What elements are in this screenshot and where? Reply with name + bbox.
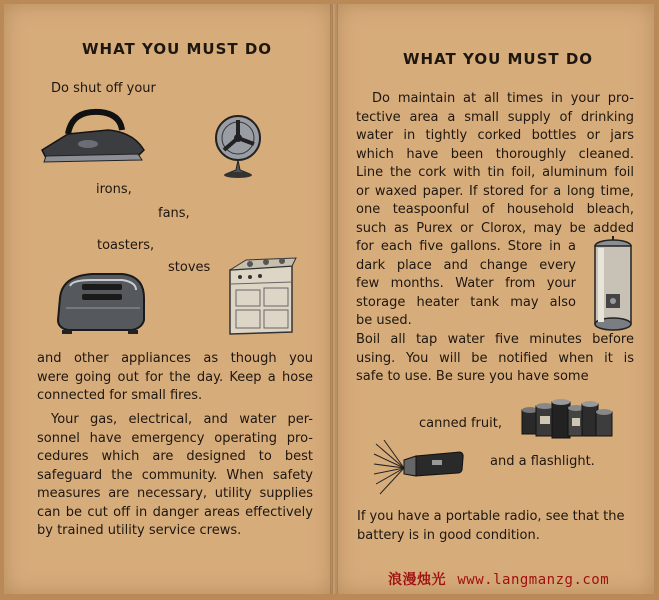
right-paragraph-3 <box>357 508 635 545</box>
text-line: battery is in good condition. <box>357 527 540 543</box>
right-paragraph-2 <box>356 331 634 387</box>
text-line: Boil all tap water five minutes before <box>356 332 634 347</box>
text-line: sonnel have emergency operating pro- <box>37 430 313 446</box>
text-line: or waxed paper. If stored for a long time, <box>356 183 634 199</box>
left-paragraph-1 <box>37 350 313 406</box>
item-toasters: toasters, <box>97 238 155 253</box>
toaster-icon <box>52 268 148 336</box>
canned-fruit-text: canned fruit, <box>419 416 502 431</box>
text-line: Line the cork with tin foil, aluminum foil <box>356 165 634 180</box>
book-fold <box>330 4 338 594</box>
text-line: water in tightly corked bottles or jars <box>356 128 634 143</box>
item-irons: irons, <box>96 182 132 197</box>
text-line: by trained utility service crews. <box>37 523 242 538</box>
left-page-heading: WHAT YOU MUST DO <box>82 40 273 58</box>
left-paragraph-2 <box>37 411 313 541</box>
text-line: cedures which are designed to best <box>37 449 313 464</box>
text-line: measures are necessary, utility supplies <box>37 486 313 501</box>
watermark <box>388 569 609 589</box>
text-line: were going out for the day. Keep a hose <box>37 369 313 385</box>
water-heater-icon <box>592 238 634 332</box>
text-line: which have been thoroughly cleaned. <box>356 146 634 162</box>
iron-icon <box>38 106 148 168</box>
right-paragraph-1-narrow <box>356 238 576 331</box>
flashlight-text: and a flashlight. <box>490 454 595 469</box>
stove-icon <box>226 256 296 338</box>
text-line: can be cut off in danger areas effectively <box>37 504 313 520</box>
item-stoves: stoves <box>168 260 211 275</box>
watermark-chinese: 浪漫烛光 <box>388 572 446 588</box>
fan-icon <box>212 112 264 180</box>
watermark-url: www.langmanzg.com <box>457 572 610 588</box>
text-line: dark place and change every <box>356 257 576 273</box>
text-line: Do maintain at all times in your pro- <box>372 91 634 106</box>
text-line: tective area a small supply of drinking <box>356 109 634 125</box>
text-line: for each five gallons. Store in a <box>356 239 576 254</box>
text-line: and other appliances as though you <box>37 351 313 366</box>
canned-fruit-icon <box>520 400 616 440</box>
text-line: be used. <box>356 313 412 328</box>
left-intro: Do shut off your <box>51 81 156 96</box>
text-line: few months. Water from your <box>356 276 576 291</box>
right-paragraph-1 <box>356 90 634 238</box>
item-fans: fans, <box>158 206 190 221</box>
text-line: safeguard the community. When safety <box>37 467 313 483</box>
text-line: such as Purex or Clorox, may be added <box>356 220 634 236</box>
text-line: safe to use. Be sure you have some <box>356 369 589 384</box>
text-line: Your gas, electrical, and water per- <box>51 412 313 427</box>
text-line: If you have a portable radio, see that the <box>357 509 625 524</box>
text-line: one teaspoonful of household bleach, <box>356 202 634 217</box>
flashlight-icon <box>374 440 464 498</box>
text-line: using. You will be notified when it is <box>356 350 634 366</box>
right-page-heading: WHAT YOU MUST DO <box>403 50 594 68</box>
text-line: connected for small fires. <box>37 388 203 403</box>
text-line: storage heater tank may also <box>356 294 576 310</box>
